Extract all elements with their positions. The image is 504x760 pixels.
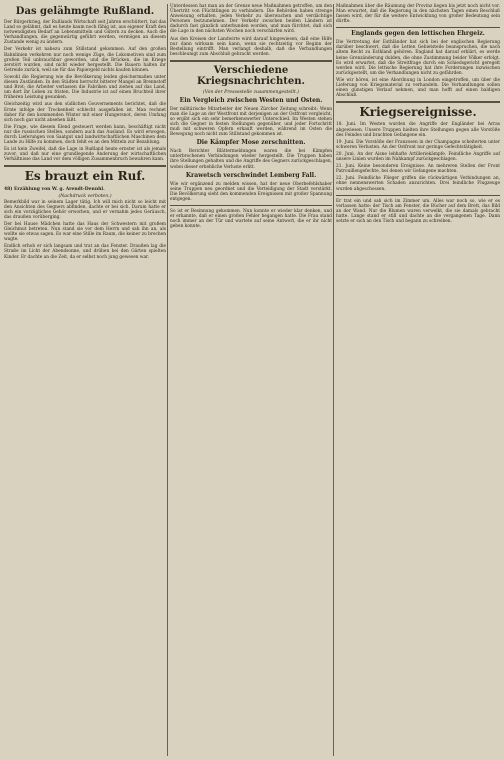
column-rule: [333, 4, 334, 756]
story-title: Es brauzt ein Ruf.: [24, 169, 146, 184]
subsection-heading: Krawetsch verschwindet Lemberg Fall.: [185, 171, 317, 179]
article-paragraph: Gleichzeitig wird aus den südlichen Gouvernements berichtet, daß die Ernte infolge der Trockenheit schlecht ausgefallen ist. Man rechnet daher für den kommenden Winter mit einer Hungersnot, deren Umfang sich noch gar nicht absehen läßt.: [4, 102, 166, 123]
article-paragraph: Der militärische Mitarbeiter der Neuen Zürcher Zeitung schreibt: Wenn man die Lage an der Westfront mit derjenigen an der Ostfront vergleicht, so ergibt sich ein sehr bemerkenswerter Unterschied. Im Westen stehen sich die Gegner in festen Stellungen gegenüber, und jeder Fortschritt muß mit schweren Opfern erkauft werden, während im Osten die Bewegung noch nicht zum Stillstand gekommen ist.: [170, 106, 332, 138]
section-divider: [336, 101, 500, 103]
war-event-item: 20. Juni. An der Aisne lebhafte Artilleriekämpfe. Feindliche Angriffe auf unsere Linien wurden im Nahkampf zurückgeschlagen.: [336, 151, 500, 163]
article-paragraph: Wie wir ergänzend zu melden wissen, hat der neue Oberbefehlshaber seine Truppen neu geordnet und die Verteidigung der Stadt verstärkt. Die Bevölkerung sieht den kommenden Ereignissen mit großer Spannung entgegen.: [170, 181, 332, 202]
war-event-item: 22. Juni. Feindliche Flieger griffen die rückwärtigen Verbindungen an, ohne nennenswerten Schaden anzurichten. Drei feindliche Flugzeuge wurden abgeschossen.: [336, 176, 500, 192]
article-heading: Das gelähmgte Rußland.: [15, 6, 155, 17]
article-paragraph: Aus den Kreisen der Landwirte wird darauf hingewiesen, daß eine Hilfe nur dann wirksam sein kann, wenn sie rechtzeitig vor Beginn der Bestellung eintrifft. Man verlangt deshalb, daß die Verhandlungen beschleunigt zum Abschluß gebracht werden.: [170, 36, 332, 57]
article-paragraph: Es ist kein Zweifel, daß die Lage in Rußland heute ernster ist als jemals zuvor, und daß nur eine grundlegende Änderung der wirtschaftlichen Verhältnisse das Land vor dem völligen Zusammenbruch bewahren kann.: [4, 147, 166, 163]
section-divider: [4, 165, 166, 167]
article-paragraph: Nach Berichter Blättermeldungen waren die bei Kämpfen unterbrochenen Verbindungen wieder hergestellt. Die Truppen haben ihre Stellungen gehalten und die Angriffe des Gegners zurückgeschlagen, wobei dieser erhebliche Verluste erlitt.: [170, 149, 332, 170]
war-news-subtitle: (Von der Pressestelle zusammengestellt.): [202, 89, 300, 95]
war-event-item: 18. Juni. Im Westen wurden die Angriffe der Engländer bei Arras abgewiesen. Unsere Truppen hielten ihre Stellungen gegen alle Vorstöße des Feindes und brachten Gefangene ein.: [336, 122, 500, 138]
war-event-item: 19. Juni. Die Vorstöße der Franzosen in der Champagne scheiterten unter schweren Verlusten. An der Ostfront nur geringe Gefechtstätigkeit.: [336, 139, 500, 150]
story-paragraph: Er trat ein und sah sich im Zimmer um. Alles war noch so, wie er es verlassen hatte: der Tisch am Fenster, die Bücher auf dem Brett, das Bild an der Wand. Nur die Blumen waren verwelkt, die sie damals gebracht hatte. Lange stand er still und dachte an die vergangenen Tage. Dann setzte er sich an den Tisch und begann zu schreiben.: [336, 198, 500, 224]
war-event-item: 21. Juni. Keine besonderen Ereignisse. An mehreren Stellen der Front Patrouillengefechte, bei denen wir Gefangene machten.: [336, 164, 500, 175]
column-middle: [170, 4, 332, 231]
article-paragraph: Der Verkehr ist nahezu zum Stillstand gekommen. Auf den großen Bahnlinien verkehren nur noch wenige Züge, die Lokomotiven sind zum großen Teil unbrauchbar geworden, und die Brücken, die im Kriege zerstört wurden, sind nicht wieder hergestellt. Die Bauern halten ihr Getreide zurück, weil sie für das Papiergeld nichts kaufen können.: [4, 47, 166, 73]
story-paragraph: Endlich erhob er sich langsam und trat an das Fenster. Draußen lag die Straße im Licht der Abendsonne, und drüben bei den Gärten spielten Kinder. Er dachte an die Zeit, da er selbst noch jung gewesen war.: [4, 244, 166, 260]
article-paragraph: Wie wir hören, ist eine Abordnung in London eingetroffen, um über die Lieferung von Kriegsmaterial zu verhandeln. Die Verhandlungen sollen einen günstigen Verlauf nehmen, und man hofft auf einen baldigen Abschluß.: [336, 77, 500, 99]
article-paragraph: Maßnahmen über die Räumung der Provinz liegen bis jetzt noch nicht vor. Man erwartet, daß die Regierung in den nächsten Tagen einen Beschluß fassen wird, der für die weitere Entwicklung von großer Bedeutung sein dürfte.: [336, 4, 500, 25]
column-right: [336, 4, 500, 226]
article-paragraph: Die Frage, wie diesem Elend gesteuert werden kann, beschäftigt nicht nur die russischen Stellen, sondern auch das Ausland. Es wird erwogen, durch Lieferungen von Saatgut und landwirtschaftlichen Maschinen dem Lande zu Hilfe zu kommen, doch fehlt es an den Mitteln zur Bezahlung.: [4, 124, 166, 146]
section-divider: [336, 27, 500, 28]
subsection-heading: Englands gegen den lettischen Ehrgeiz.: [351, 30, 485, 38]
section-divider: [170, 60, 332, 62]
section-divider: [170, 205, 332, 206]
article-paragraph: Die Vertretung der Esthländer hat sich bei der englischen Regierung darüber beschwert, daß die Letten Gebietsteile beanspruchen, die nach altem Recht zu Esthland gehören. England hat darauf erklärt, es werde keine Grenzänderung dulden, die ohne Zustimmung beider Völker erfolgt. Es wird erwartet, daß die Streitfrage durch ein Schiedsgericht geregelt werden wird. Die lettische Regierung hat ihre Forderungen inzwischen zurückgestellt, um die Verhandlungen nicht zu gefährden.: [336, 40, 500, 76]
war-news-heading: Verschiedene Kriegsnachrichten.: [196, 64, 305, 87]
subsection-heading: Die Kämpfer Mose zerschnitten.: [196, 139, 306, 147]
section-divider: [336, 195, 500, 196]
story-meta: 48) Erzählung von W. g. Arendt-Dennhl.: [4, 186, 105, 192]
column-left: [4, 4, 166, 262]
story-note: (Nachdruck verboten.): [58, 193, 112, 199]
column-rule: [167, 4, 168, 756]
article-paragraph: Der Bürgerkrieg, der Rußlands Wirtschaft seit Jahren erschüttert, hat das Land so gelähmt, daß es heute kaum noch fähig ist, aus eigener Kraft den notwendigsten Bedarf an Lebensmitteln und Gütern zu decken. Auch die Verhandlungen, die gegenwärtig geführt werden, vermögen an diesem Zustande wenig zu ändern.: [4, 20, 166, 46]
war-events-heading: Kriegsereignisse.: [359, 105, 477, 120]
article-paragraph: Unterdessen hat man an der Grenze neue Maßnahmen getroffen, um den Übertritt von Flüchtlingen zu verhindern. Die Behörden haben strenge Anweisung erhalten, jeden Verkehr zu überwachen und verdächtige Personen festzunehmen. Der Verkehr zwischen beiden Ländern ist dadurch fast gänzlich unterbunden worden, und man fürchtet, daß sich die Lage in den nächsten Wochen noch verschärfen wird.: [170, 4, 332, 35]
story-paragraph: Der bei Hause Mädchen hatte das Haus der Schwestern mit großem Gleichmut betreten. Nun stand sie vor dem Herrn und sah ihn an, als wollte sie etwas sagen. Es war eine Stille im Raum, die keiner zu brechen wagte.: [4, 222, 166, 243]
subsection-heading: Ein Vergleich zwischen Westen und Osten.: [179, 96, 323, 104]
story-paragraph: Bemerkbild war in seinem Lager tätig. Ich will mich nicht so leicht mit den Ansichten des Gegners abfinden, dachte er bei sich. Darum hatte er sich ein vorzügliches Gehör erworben, und er vernahm jedes Geräusch, das draußen vorüberging.: [4, 199, 166, 220]
article-paragraph: Sowohl die Regierung wie die Bevölkerung leiden gleichermaßen unter diesen Zuständen. In den Städten herrscht bitterer Mangel an Brennstoff und Brot; die Arbeiter verlassen die Fabriken und ziehen auf das Land, um dort ihr Leben zu fristen. Die Industrie ist auf einen Bruchteil ihrer früheren Leistung gesunken.: [4, 74, 166, 101]
story-paragraph: So ist er Besinnung gekommen. Nun konnte er wieder klar denken, und er erkannte, daß er einen großen Fehler begangen hatte. Die Frau stand noch immer an der Tür und wartete auf seine Antwort, die er ihr nicht geben konnte.: [170, 208, 332, 230]
